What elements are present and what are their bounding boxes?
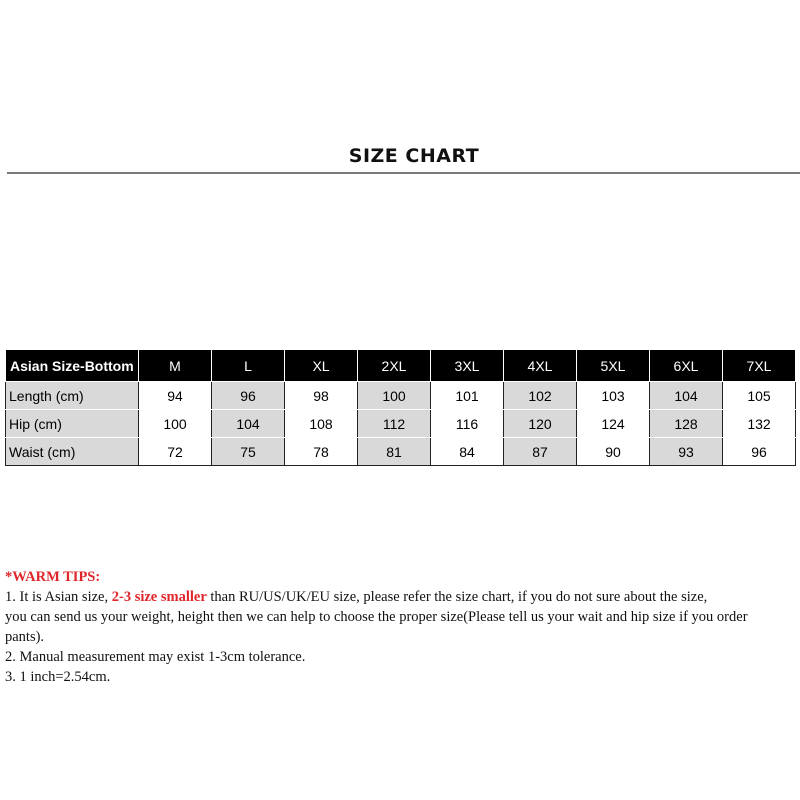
table-cell: 72 [139,438,212,466]
tip-highlight: 2-3 size smaller [111,589,207,605]
tip-line: you can send us your weight, height then we can help to choose the proper size(Please tell us your wait and hip size if you order [5,609,748,625]
table-cell: 128 [650,410,723,438]
table-cell: 78 [285,438,358,466]
table-cell: 116 [431,410,504,438]
table-cell: 75 [212,438,285,466]
row-label: Waist (cm) [6,438,139,466]
table-cell: 87 [504,438,577,466]
table-cell: 84 [431,438,504,466]
header-cell: 4XL [504,350,577,382]
table-cell: 96 [723,438,796,466]
header-cell: 5XL [577,350,650,382]
tip-line [5,587,800,607]
table-cell: 93 [650,438,723,466]
table-cell: 96 [212,382,285,410]
table-header-row [6,350,796,382]
page-title: SIZE CHART [348,145,480,167]
table-cell: 102 [504,382,577,410]
header-cell: L [212,350,285,382]
header-cell: Asian Size-Bottom [6,350,139,382]
header-cell: 2XL [358,350,431,382]
warm-tips [5,567,800,687]
table-cell: 103 [577,382,650,410]
title-divider [7,172,800,174]
table-cell: 104 [650,382,723,410]
row-label: Hip (cm) [6,410,139,438]
table-cell: 98 [285,382,358,410]
table-cell: 124 [577,410,650,438]
table-cell: 112 [358,410,431,438]
header-cell: M [139,350,212,382]
table-row [6,438,796,466]
table-cell: 81 [358,438,431,466]
header-cell: 3XL [431,350,504,382]
tip-line: pants). [5,629,45,645]
tips-heading: *WARM TIPS: [5,569,101,585]
row-label: Length (cm) [6,382,139,410]
table-cell: 101 [431,382,504,410]
tip-line: 2. Manual measurement may exist 1-3cm tolerance. [5,649,306,665]
header-cell: 7XL [723,350,796,382]
table-cell: 105 [723,382,796,410]
table-row [6,410,796,438]
tip-line: 3. 1 inch=2.54cm. [5,669,111,685]
table-cell: 94 [139,382,212,410]
table-cell: 100 [139,410,212,438]
table-cell: 132 [723,410,796,438]
header-cell: 6XL [650,350,723,382]
table-cell: 90 [577,438,650,466]
table-row [6,382,796,410]
table-cell: 120 [504,410,577,438]
tip-text: than RU/US/UK/EU size, please refer the size chart, if you do not sure about the size, [206,589,708,605]
tip-text: 1. It is Asian size, [5,589,112,605]
table-cell: 104 [212,410,285,438]
size-chart-table [5,349,796,466]
table-cell: 108 [285,410,358,438]
header-cell: XL [285,350,358,382]
table-cell: 100 [358,382,431,410]
